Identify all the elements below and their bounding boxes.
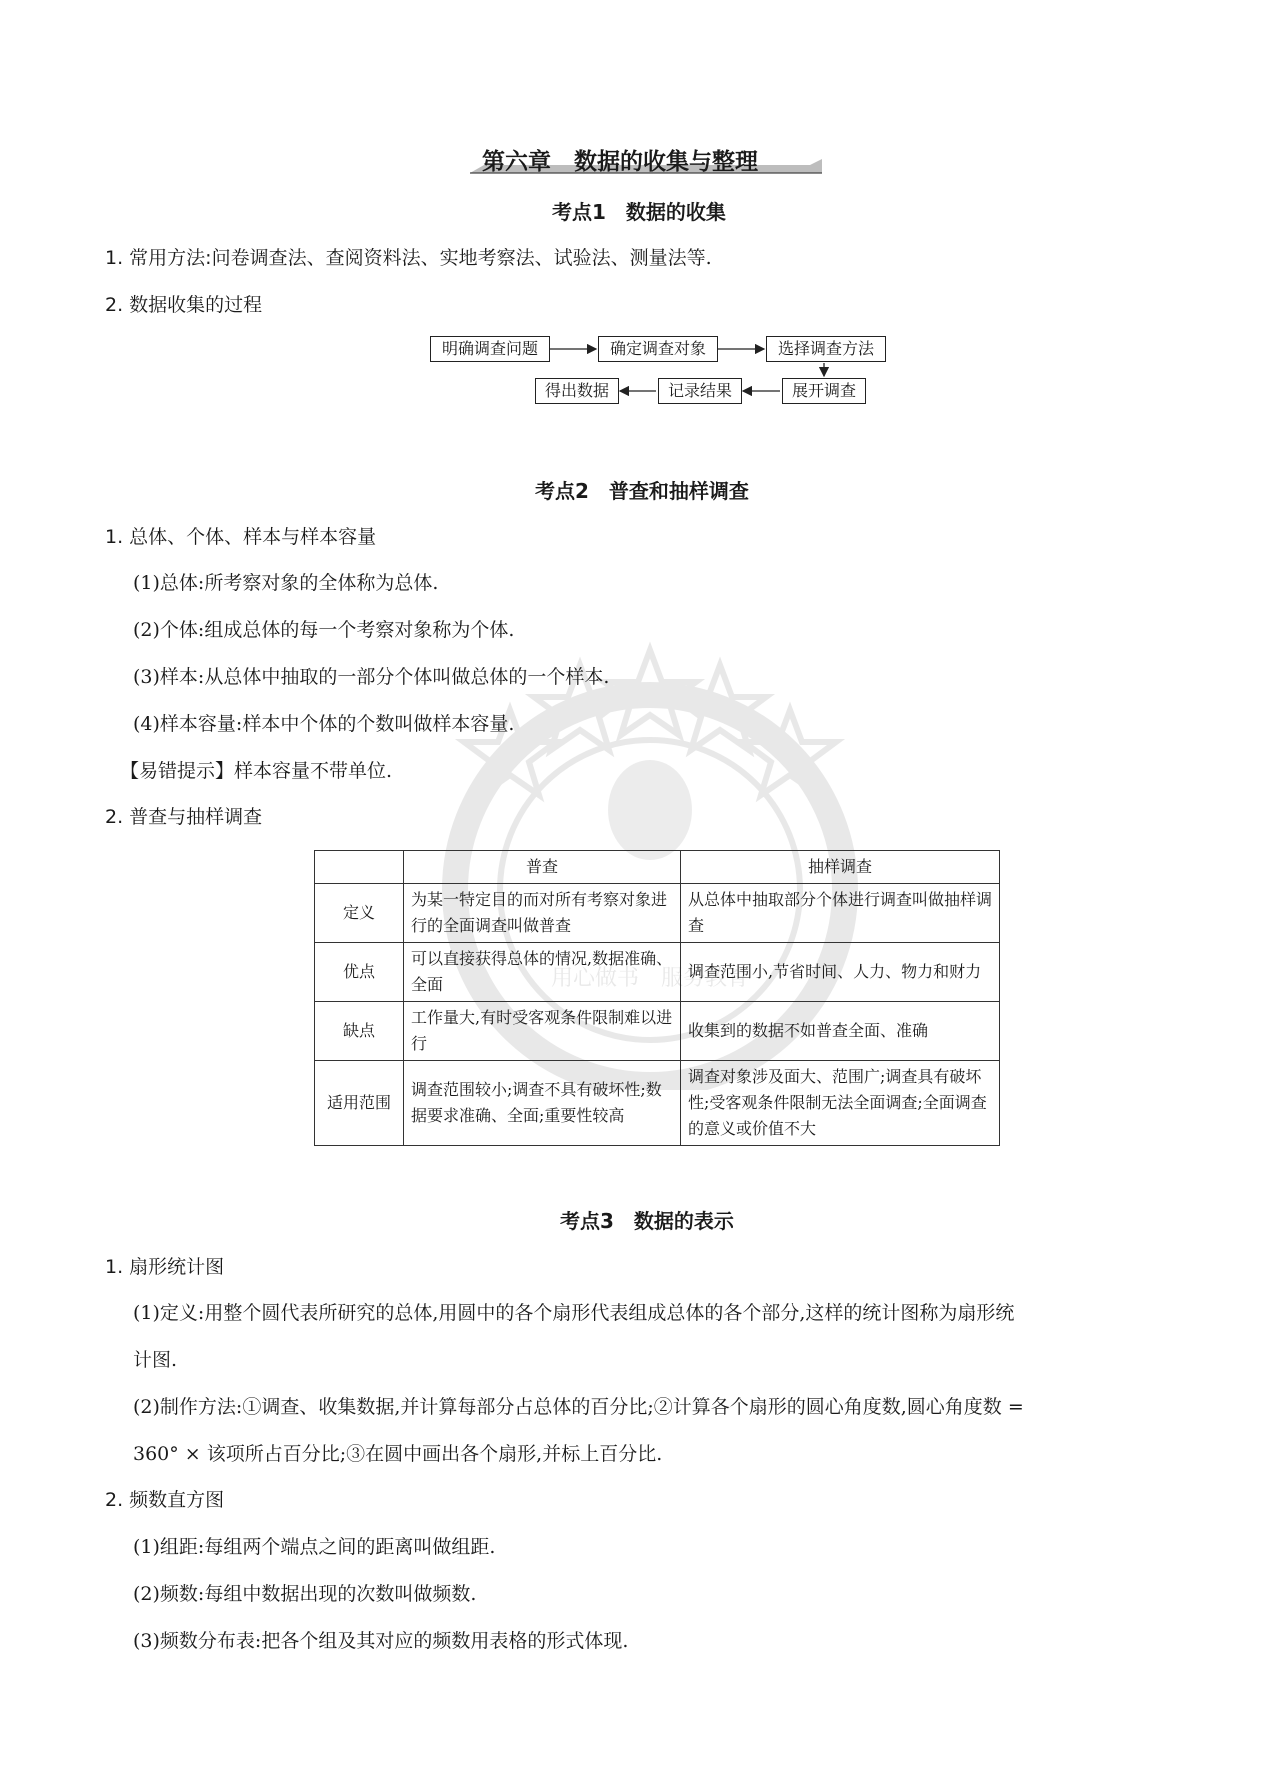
flow-box-determine-object: 确定调查对象	[598, 336, 718, 362]
definition-sample	[133, 662, 609, 689]
table-corner-cell	[315, 851, 404, 884]
common-methods-label: 1. 常用方法:	[105, 247, 212, 269]
table-cell: 收集到的数据不如普查全面、准确	[681, 1002, 1000, 1061]
histogram-frequency-table: (3)频数分布表:把各个组及其对应的频数用表格的形式体现.	[133, 1630, 629, 1652]
flow-box-conduct-survey: 展开调查	[782, 378, 866, 404]
histogram-heading: 2. 频数直方图	[105, 1489, 225, 1511]
flow-box-choose-method: 选择调查方法	[766, 336, 886, 362]
pie-chart-heading: 1. 扇形统计图	[105, 1256, 225, 1278]
flow-box-record-results: 记录结果	[658, 378, 742, 404]
table-cell: 调查范围小,节省时间、人力、物力和财力	[681, 943, 1000, 1002]
table-row	[315, 884, 1000, 943]
error-tip	[120, 756, 392, 783]
definition-sample-text: 从总体中抽取的一部分个体叫做总体的一个样本.	[204, 666, 610, 688]
pie-definition-line2: 计图.	[133, 1349, 178, 1371]
table-header-row	[315, 851, 1000, 884]
section2-title: 考点2 普查和抽样调查	[535, 479, 749, 503]
table-cell: 工作量大,有时受客观条件限制难以进行	[404, 1002, 681, 1061]
flow-box-define-question: 明确调查问题	[430, 336, 550, 362]
table-row	[315, 1061, 1000, 1146]
flow-box-get-data: 得出数据	[535, 378, 619, 404]
table-row-head: 优点	[315, 943, 404, 1002]
section3-title: 考点3 数据的表示	[560, 1209, 734, 1233]
common-methods-text: 问卷调查法、查阅资料法、实地考察法、试验法、测量法等.	[211, 247, 712, 269]
definition-sample-size-text: 样本中个体的个数叫做样本容量.	[242, 713, 515, 735]
table-cell: 调查范围较小;调查不具有破坏性;数据要求准确、全面;重要性较高	[404, 1061, 681, 1146]
error-tip-text: 样本容量不带单位.	[234, 760, 393, 782]
section1-title: 考点1 数据的收集	[552, 200, 726, 224]
definition-individual-text: 组成总体的每一个考察对象称为个体.	[204, 619, 515, 641]
error-tip-label: 【易错提示】	[120, 760, 235, 782]
comparison-table	[314, 850, 1000, 1146]
definition-population-label: (1)总体:	[133, 572, 205, 594]
definition-sample-size	[133, 709, 514, 736]
table-cell: 从总体中抽取部分个体进行调查叫做抽样调查	[681, 884, 1000, 943]
definition-individual-label: (2)个体:	[133, 619, 205, 641]
histogram-class-width: (1)组距:每组两个端点之间的距离叫做组距.	[133, 1536, 496, 1558]
definition-population-text: 所考察对象的全体称为总体.	[204, 572, 439, 594]
table-cell: 可以直接获得总体的情况,数据准确、全面	[404, 943, 681, 1002]
table-row-head: 缺点	[315, 1002, 404, 1061]
table-col-census: 普查	[404, 851, 681, 884]
pie-method-line1: (2)制作方法:①调查、收集数据,并计算每部分占总体的百分比;②计算各个扇形的圆心角度数,圆心角度数 =	[133, 1396, 1024, 1418]
table-row-head: 适用范围	[315, 1061, 404, 1146]
table-row-head: 定义	[315, 884, 404, 943]
table-col-sampling: 抽样调查	[681, 851, 1000, 884]
svg-text:用心做书 服务教育: 用心做书 服务教育	[550, 966, 750, 991]
table-row	[315, 1002, 1000, 1061]
definition-sample-size-label: (4)样本容量:	[133, 713, 243, 735]
table-row	[315, 943, 1000, 1002]
histogram-frequency: (2)频数:每组中数据出现的次数叫做频数.	[133, 1583, 477, 1605]
table-cell: 调查对象涉及面大、范围广;调查具有破坏性;受客观条件限制无法全面调查;全面调查的意义或价值不大	[681, 1061, 1000, 1146]
definition-individual	[133, 615, 514, 642]
pie-method-line2: 360° × 该项所占百分比;③在圆中画出各个扇形,并标上百分比.	[133, 1443, 663, 1465]
definition-sample-label: (3)样本:	[133, 666, 205, 688]
collection-process-heading: 2. 数据收集的过程	[105, 294, 263, 316]
definition-population	[133, 568, 438, 595]
chapter-title: 第六章 数据的收集与整理	[482, 149, 758, 175]
flow-arrows	[0, 0, 1287, 460]
census-sampling-heading: 2. 普查与抽样调查	[105, 806, 263, 828]
population-heading: 1. 总体、个体、样本与样本容量	[105, 526, 377, 548]
table-cell: 为某一特定目的而对所有考察对象进行的全面调查叫做普查	[404, 884, 681, 943]
pie-definition-line1: (1)定义:用整个圆代表所研究的总体,用圆中的各个扇形代表组成总体的各个部分,这样的统计图称为扇形统	[133, 1302, 1015, 1324]
